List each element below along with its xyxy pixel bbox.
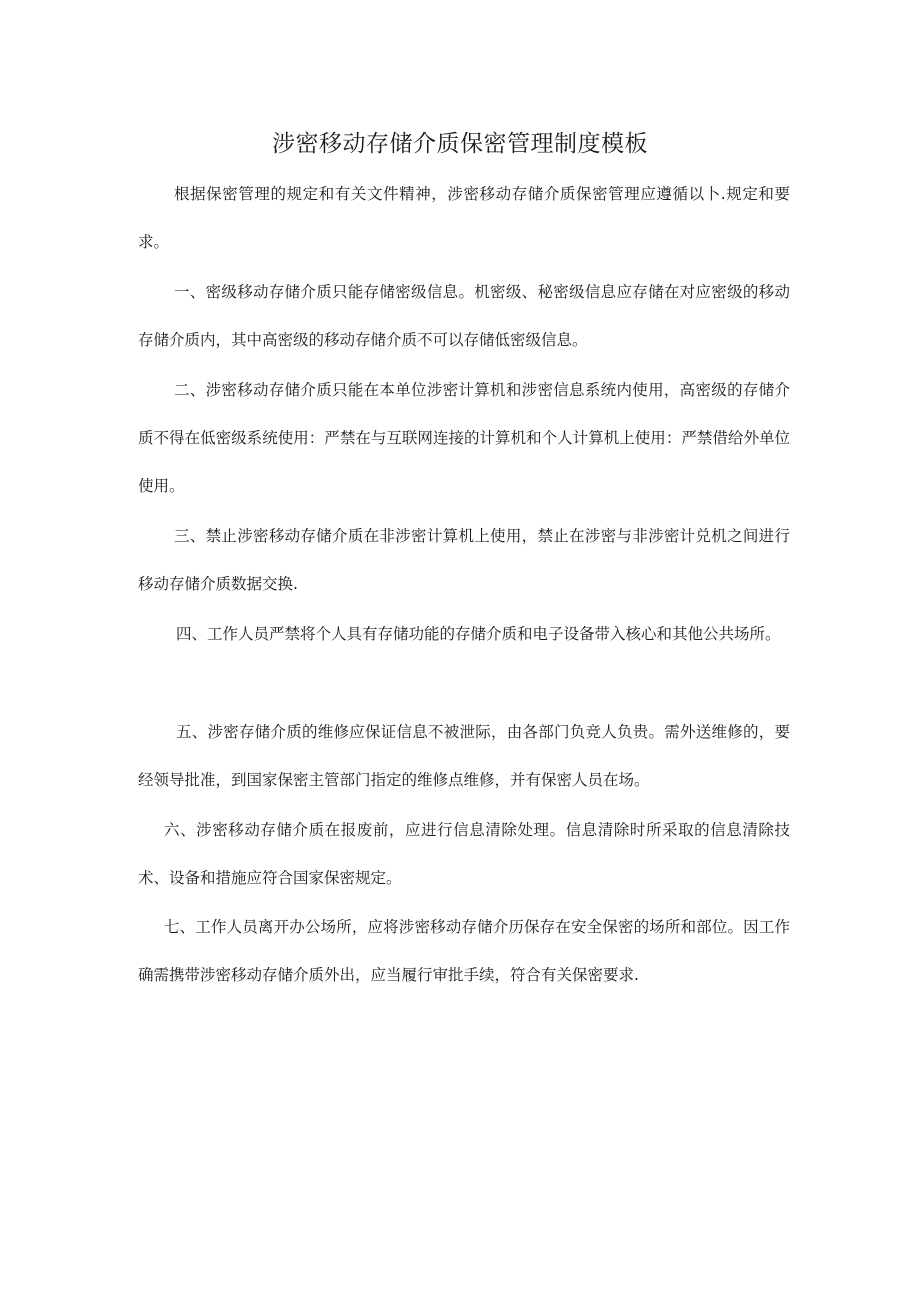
paragraph-item-1: 一、密级移动存储介质只能存储密级信息。机密级、秘密级信息应存储在对应密级的移动存储介质内，其中高密级的移动存储介质不可以存储低密级信息。 <box>138 283 790 349</box>
paragraph-item-5: 五、涉密存储介质的维修应保证信息不被泄际，由各部门负竞人负贵。需外送维修的，要经领导批准，到国家保密主管部门指定的维修点维修，并有保密人员在场。 <box>138 723 790 789</box>
paragraph-item-3: 三、禁止涉密移动存储介质在非涉密计算机上使用，禁止在涉密与非涉密计兑机之间进行移动存储介质数据交换. <box>138 527 790 593</box>
paragraph-item-6: 六、涉密移动存储介质在报废前，应进行信息清除处理。信息清除时所采取的信息清除技术、设备和措施应符合国家保密规定。 <box>138 821 790 887</box>
paragraph-intro: 根据保密管理的规定和有关文件精神，涉密移动存储介质保密管理应遵循以卜.规定和要求。 <box>138 185 790 251</box>
paragraph-item-2: 二、涉密移动存储介质只能在本单位涉密计算机和涉密信息系统内使用，高密级的存储介质不得在低密级系统使用：严禁在与互联网连接的计算机和个人计算机上使用：严禁借给外单位使用。 <box>138 381 790 495</box>
paragraph-item-4: 四、工作人员严禁将个人具有存储功能的存储介质和电子设备带入核心和其他公共场所。 <box>176 625 781 643</box>
paragraph-item-7: 七、工作人员离开办公场所，应将涉密移动存储介历保存在安全保密的场所和部位。因工作确需携带涉密移动存储介质外出，应当履行审批手续，符合有关保密要求. <box>138 918 790 984</box>
document-title: 涉密移动存储介质保密管理制度模板 <box>272 131 648 157</box>
